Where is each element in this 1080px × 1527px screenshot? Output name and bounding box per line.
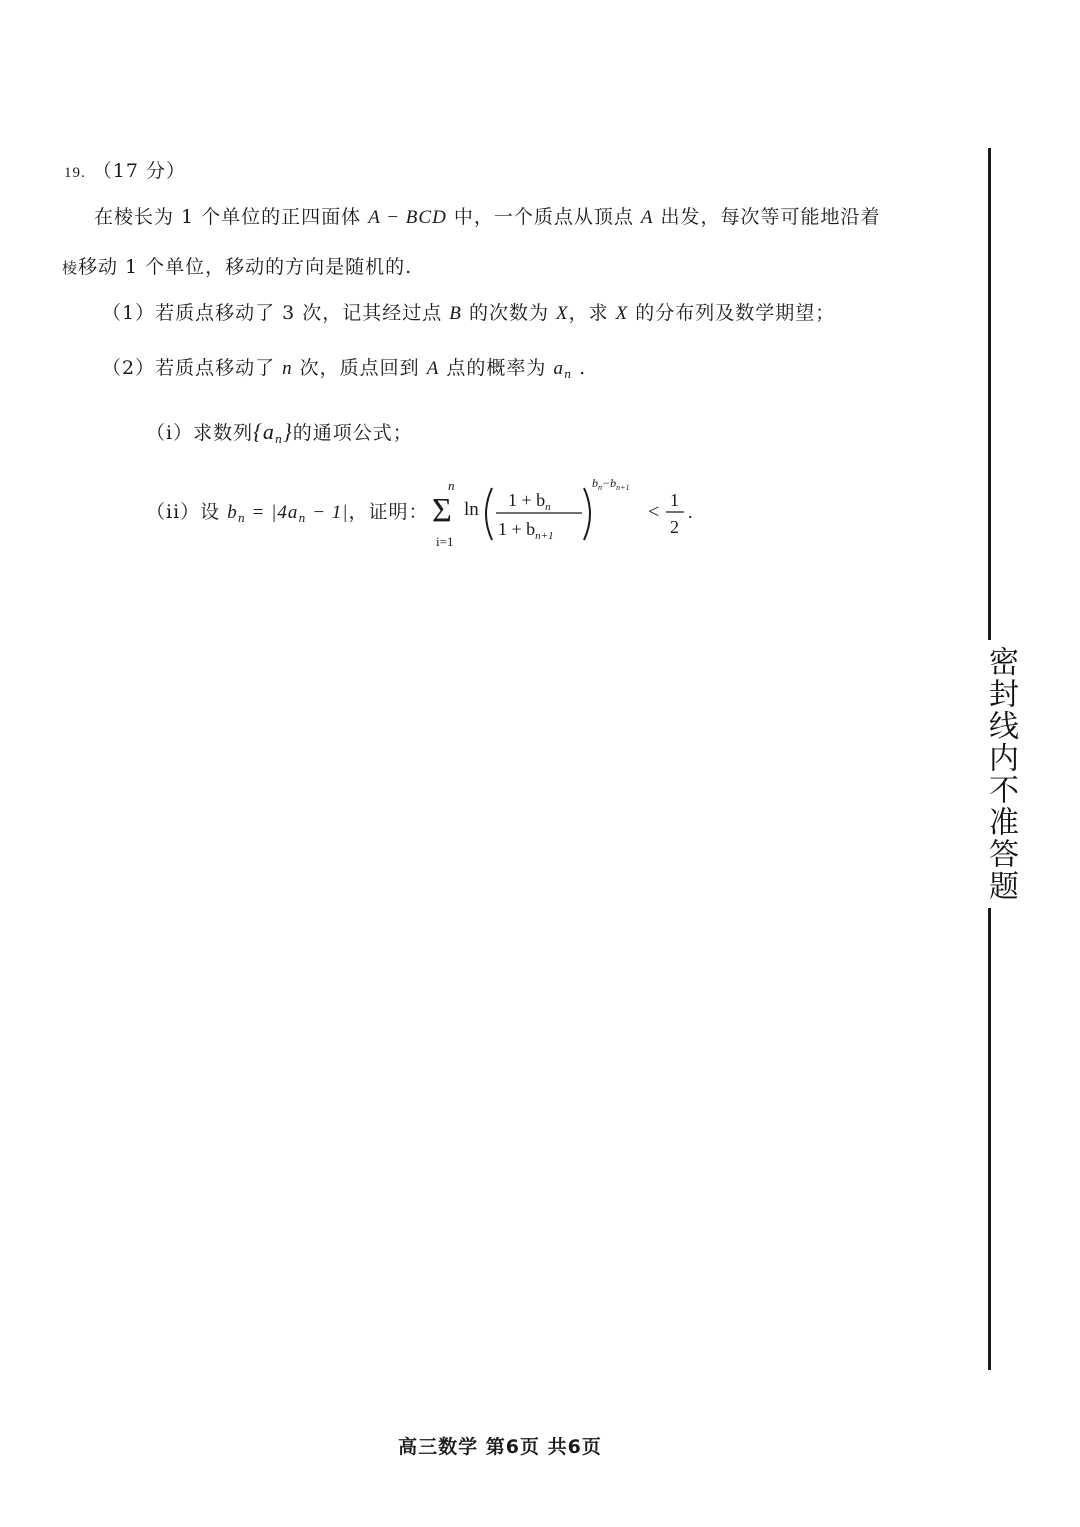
part-2-i-text: （i）求数列 [146,422,254,444]
part-2-i [146,418,413,446]
part-2-text: . [572,357,587,379]
stem-text: 出发，每次等可能地沿着 [653,206,881,228]
less-than: < [648,501,660,523]
ln-symbol: ln [464,499,479,520]
part-2-text: 次，质点回到 [292,357,427,379]
b-definition: = |4a [245,502,299,523]
part-2 [102,353,586,381]
sequence-close-brace: } [282,419,293,444]
part-1-text: 的分布列及数学期望； [628,302,836,324]
b-definition-end: − 1| [306,502,349,523]
stem-vertex-a: A [640,207,654,228]
inequality-formula [430,478,710,553]
subscript-n: n [298,512,307,525]
part-2-text: （2）若质点移动了 [102,357,283,379]
stem-text: 移动 1 个单位，移动的方向是随机的. [78,256,413,278]
question-stem-line2 [62,252,412,279]
subscript-n: n [563,368,573,381]
half-denominator: 2 [670,517,679,537]
fraction-numerator: $1 + b_n$ [508,490,551,513]
part-2-ii [146,497,429,525]
fraction-denominator: $1 + b_{n+1}$ [498,519,554,542]
part-2-i-text: 的通项公式； [292,422,413,444]
right-paren [584,488,590,540]
formula-end: . [688,502,693,522]
point-b: B [449,303,462,324]
variable-a: a [553,358,564,379]
question-header [64,156,186,183]
part-2-ii-text: （ii）设 [146,501,228,523]
left-paren [486,488,492,540]
question-score: （17 分） [92,160,187,182]
part-1-text: （1）若质点移动了 3 次，记其经过点 [102,302,450,324]
stem-text: 在棱长为 1 个单位的正四面体 [94,206,369,228]
exponent: $b_n-b_{n+1}$ [592,478,630,492]
half-numerator: 1 [670,490,679,510]
sum-lower-limit: i=1 [436,534,454,549]
part-2-text: 点的概率为 [439,357,554,379]
prove-label: ，证明： [348,501,429,523]
part-1-text: 的次数为 [461,302,556,324]
point-a: A [426,358,440,379]
part-1 [102,298,835,325]
variable-x: X [556,303,569,324]
variable-x: X [615,303,629,324]
page-footer: 高三数学 第6页 共6页 [398,1436,602,1458]
subscript-n: n [274,433,283,446]
part-1-text: ，求 [568,302,616,324]
stem-text: 中，一个质点从顶点 [446,206,641,228]
sigma-symbol: Σ [432,492,452,529]
variable-b: b [227,502,238,523]
question-number: 19. [64,165,86,181]
subscript-n: n [237,512,246,525]
seal-warning: 密封线内不准答题 [982,640,1022,908]
variable-n: n [282,358,293,379]
question-stem-line1 [94,202,881,229]
sum-upper-limit: n [448,478,455,493]
stem-edge-char: 棱 [62,259,79,277]
sequence-a: {a [253,419,275,444]
stem-tetrahedron: A − BCD [368,207,447,228]
